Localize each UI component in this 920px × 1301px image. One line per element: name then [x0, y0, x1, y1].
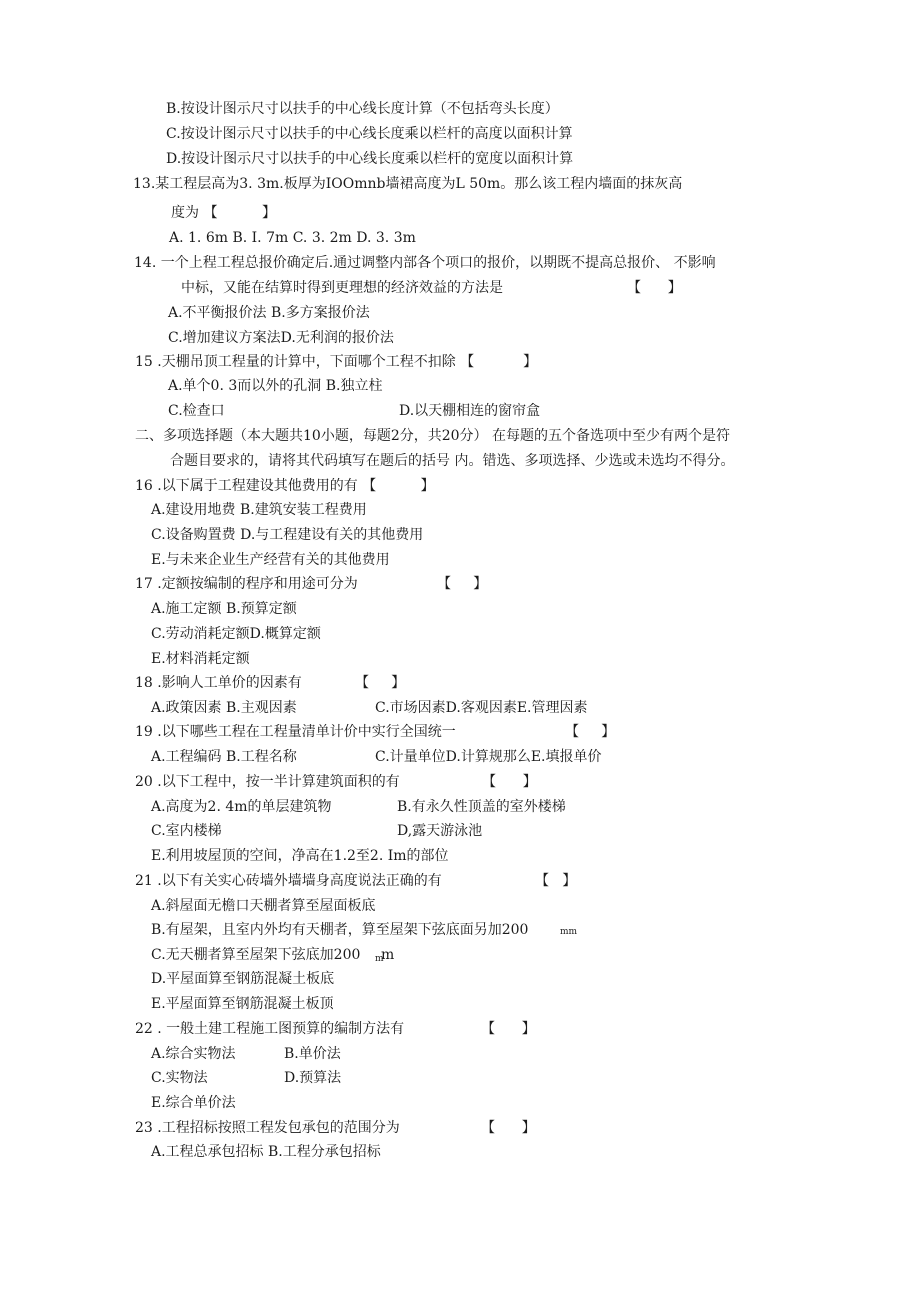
q22-option-d: D.预算法 [284, 1070, 342, 1086]
q14-stem: 14. 一个上程工程总报价确定后.通过调整内部各个项口的报价，以期既不提高总报价、 不影响 [134, 255, 716, 271]
q18-options-ab: A.政策因素 B.主观因素 [151, 700, 297, 716]
q18-options-cde: C.市场因素D.客观因素E.管理因素 [375, 700, 588, 716]
q12-option-b: B.按设计图示尺寸以扶手的中心线长度计算（不包括弯头长度） [166, 101, 559, 117]
q17-options-cd: C.劳动消耗定额D.概算定额 [151, 626, 321, 642]
q17-stem: 17 .定额按编制的程序和用途可分为 [135, 576, 358, 592]
q20-stem: 20 .以下工程中，按一半计算建筑面积的有 [135, 774, 400, 790]
q19-stem: 19 .以下哪些工程在工程量清单计价中实行全国统一 [135, 724, 456, 740]
q16-options-cd: C.设备购置费 D.与工程建设有关的其他费用 [151, 527, 424, 543]
q22-answer-bracket: 【 】 [481, 1021, 536, 1037]
section-2-heading: 二、多项选择题（本大题共10小题，每题2分，共20分） 在每题的五个备选项中至少有两个是符 [135, 428, 730, 444]
q14-options-ab: A.不平衡报价法 B.多方案报价法 [168, 305, 370, 321]
q21-option-c-unit-sub: m [375, 954, 384, 964]
q22-stem: 22 . 一般土建工程施工图预算的编制方法有 [135, 1021, 405, 1037]
q21-option-d: D.平屋面算至钢筋混凝土板底 [151, 971, 335, 987]
q20-option-c: C.室内楼梯 [151, 823, 222, 839]
q23-answer-bracket: 【 】 [481, 1120, 536, 1136]
q16-stem: 16 .以下属于工程建设其他费用的有 【 】 [135, 478, 435, 494]
q14-stem-cont: 中标，又能在结算时得到更理想的经济效益的方法是 [181, 280, 503, 296]
q22-option-c: C.实物法 [151, 1070, 208, 1086]
q20-option-b: B.有永久性顶盖的室外楼梯 [397, 799, 566, 815]
q19-answer-bracket: 【 】 [565, 724, 616, 740]
q22-option-a: A.综合实物法 [151, 1046, 236, 1062]
q20-answer-bracket: 【 】 [482, 774, 537, 790]
q13-options: A. 1. 6m B. I. 7m C. 3. 2m D. 3. 3m [169, 230, 416, 246]
section-2-instructions: 合题目要求的，请将其代码填写在题后的括号 内。错选、多项选择、少选或未选均不得分。 [170, 453, 735, 469]
q12-option-c: C.按设计图示尺寸以扶手的中心线长度乘以栏杆的高度以面积计算 [166, 126, 573, 142]
q22-option-e: E.综合单价法 [151, 1095, 236, 1111]
q22-option-b: B.单价法 [284, 1046, 341, 1062]
q21-option-e: E.平屋面算至钢筋混凝土板顶 [151, 996, 334, 1012]
q13-stem-cont: 度为 【 】 [171, 205, 276, 221]
q18-answer-bracket: 【 】 [355, 675, 406, 691]
q17-option-e: E.材料消耗定额 [151, 651, 250, 667]
q13-stem: 13.某工程层高为3. 3m.板厚为IOOmnb墙裙高度为L 50m。那么该工程内墙面的抹灰高 [133, 176, 683, 192]
q21-option-c: C.无天棚者算至屋架下弦底加200 [151, 947, 361, 963]
q21-option-c-unit: m [381, 947, 395, 963]
q14-options-cd: C.增加建议方案法D.无利润的报价法 [168, 330, 394, 346]
q16-option-e: E.与未来企业生产经营有关的其他费用 [151, 552, 390, 568]
q15-option-d: D.以天棚相连的窗帘盒 [399, 403, 541, 419]
q23-stem: 23 .工程招标按照工程发包承包的范围分为 [135, 1120, 400, 1136]
q19-options-cde: C.计量单位D.计算规那么E.填报单价 [375, 749, 602, 765]
q17-answer-bracket: 【 】 [437, 576, 488, 592]
q14-answer-bracket: 【 】 [627, 280, 682, 296]
q18-stem: 18 .影响人工单价的因素有 [135, 675, 302, 691]
q21-option-a: A.斜屋面无檐口天棚者算至屋面板底 [151, 898, 376, 914]
q20-option-d: D,露天游泳池 [397, 823, 483, 839]
q21-stem: 21 .以下有关实心砖墙外墙墙身高度说法正确的有 [135, 873, 442, 889]
q17-options-ab: A.施工定额 B.预算定额 [151, 601, 297, 617]
q19-options-ab: A.工程编码 B.工程名称 [151, 749, 297, 765]
q20-option-a: A.高度为2. 4m的单层建筑物 [151, 799, 332, 815]
q21-answer-bracket: 【 】 [535, 873, 577, 889]
q15-stem: 15 .天棚吊顶工程量的计算中，下面哪个工程不扣除 【 】 [135, 354, 538, 370]
q20-option-e: E.利用坡屋顶的空间，净高在1.2至2. Im的部位 [151, 848, 449, 864]
q12-option-d: D.按设计图示尺寸以扶手的中心线长度乘以栏杆的宽度以面积计算 [166, 151, 574, 167]
q15-option-c: C.检查口 [168, 403, 225, 419]
q21-option-b: B.有屋架，且室内外均有天棚者，算至屋架下弦底面另加200 [151, 922, 529, 938]
q15-options-ab: A.单个0. 3而以外的孔洞 B.独立柱 [168, 378, 383, 394]
q23-options-ab: A.工程总承包招标 B.工程分承包招标 [151, 1144, 381, 1160]
q21-option-b-unit: mm [560, 927, 578, 937]
q16-options-ab: A.建设用地费 B.建筑安装工程费用 [151, 502, 367, 518]
